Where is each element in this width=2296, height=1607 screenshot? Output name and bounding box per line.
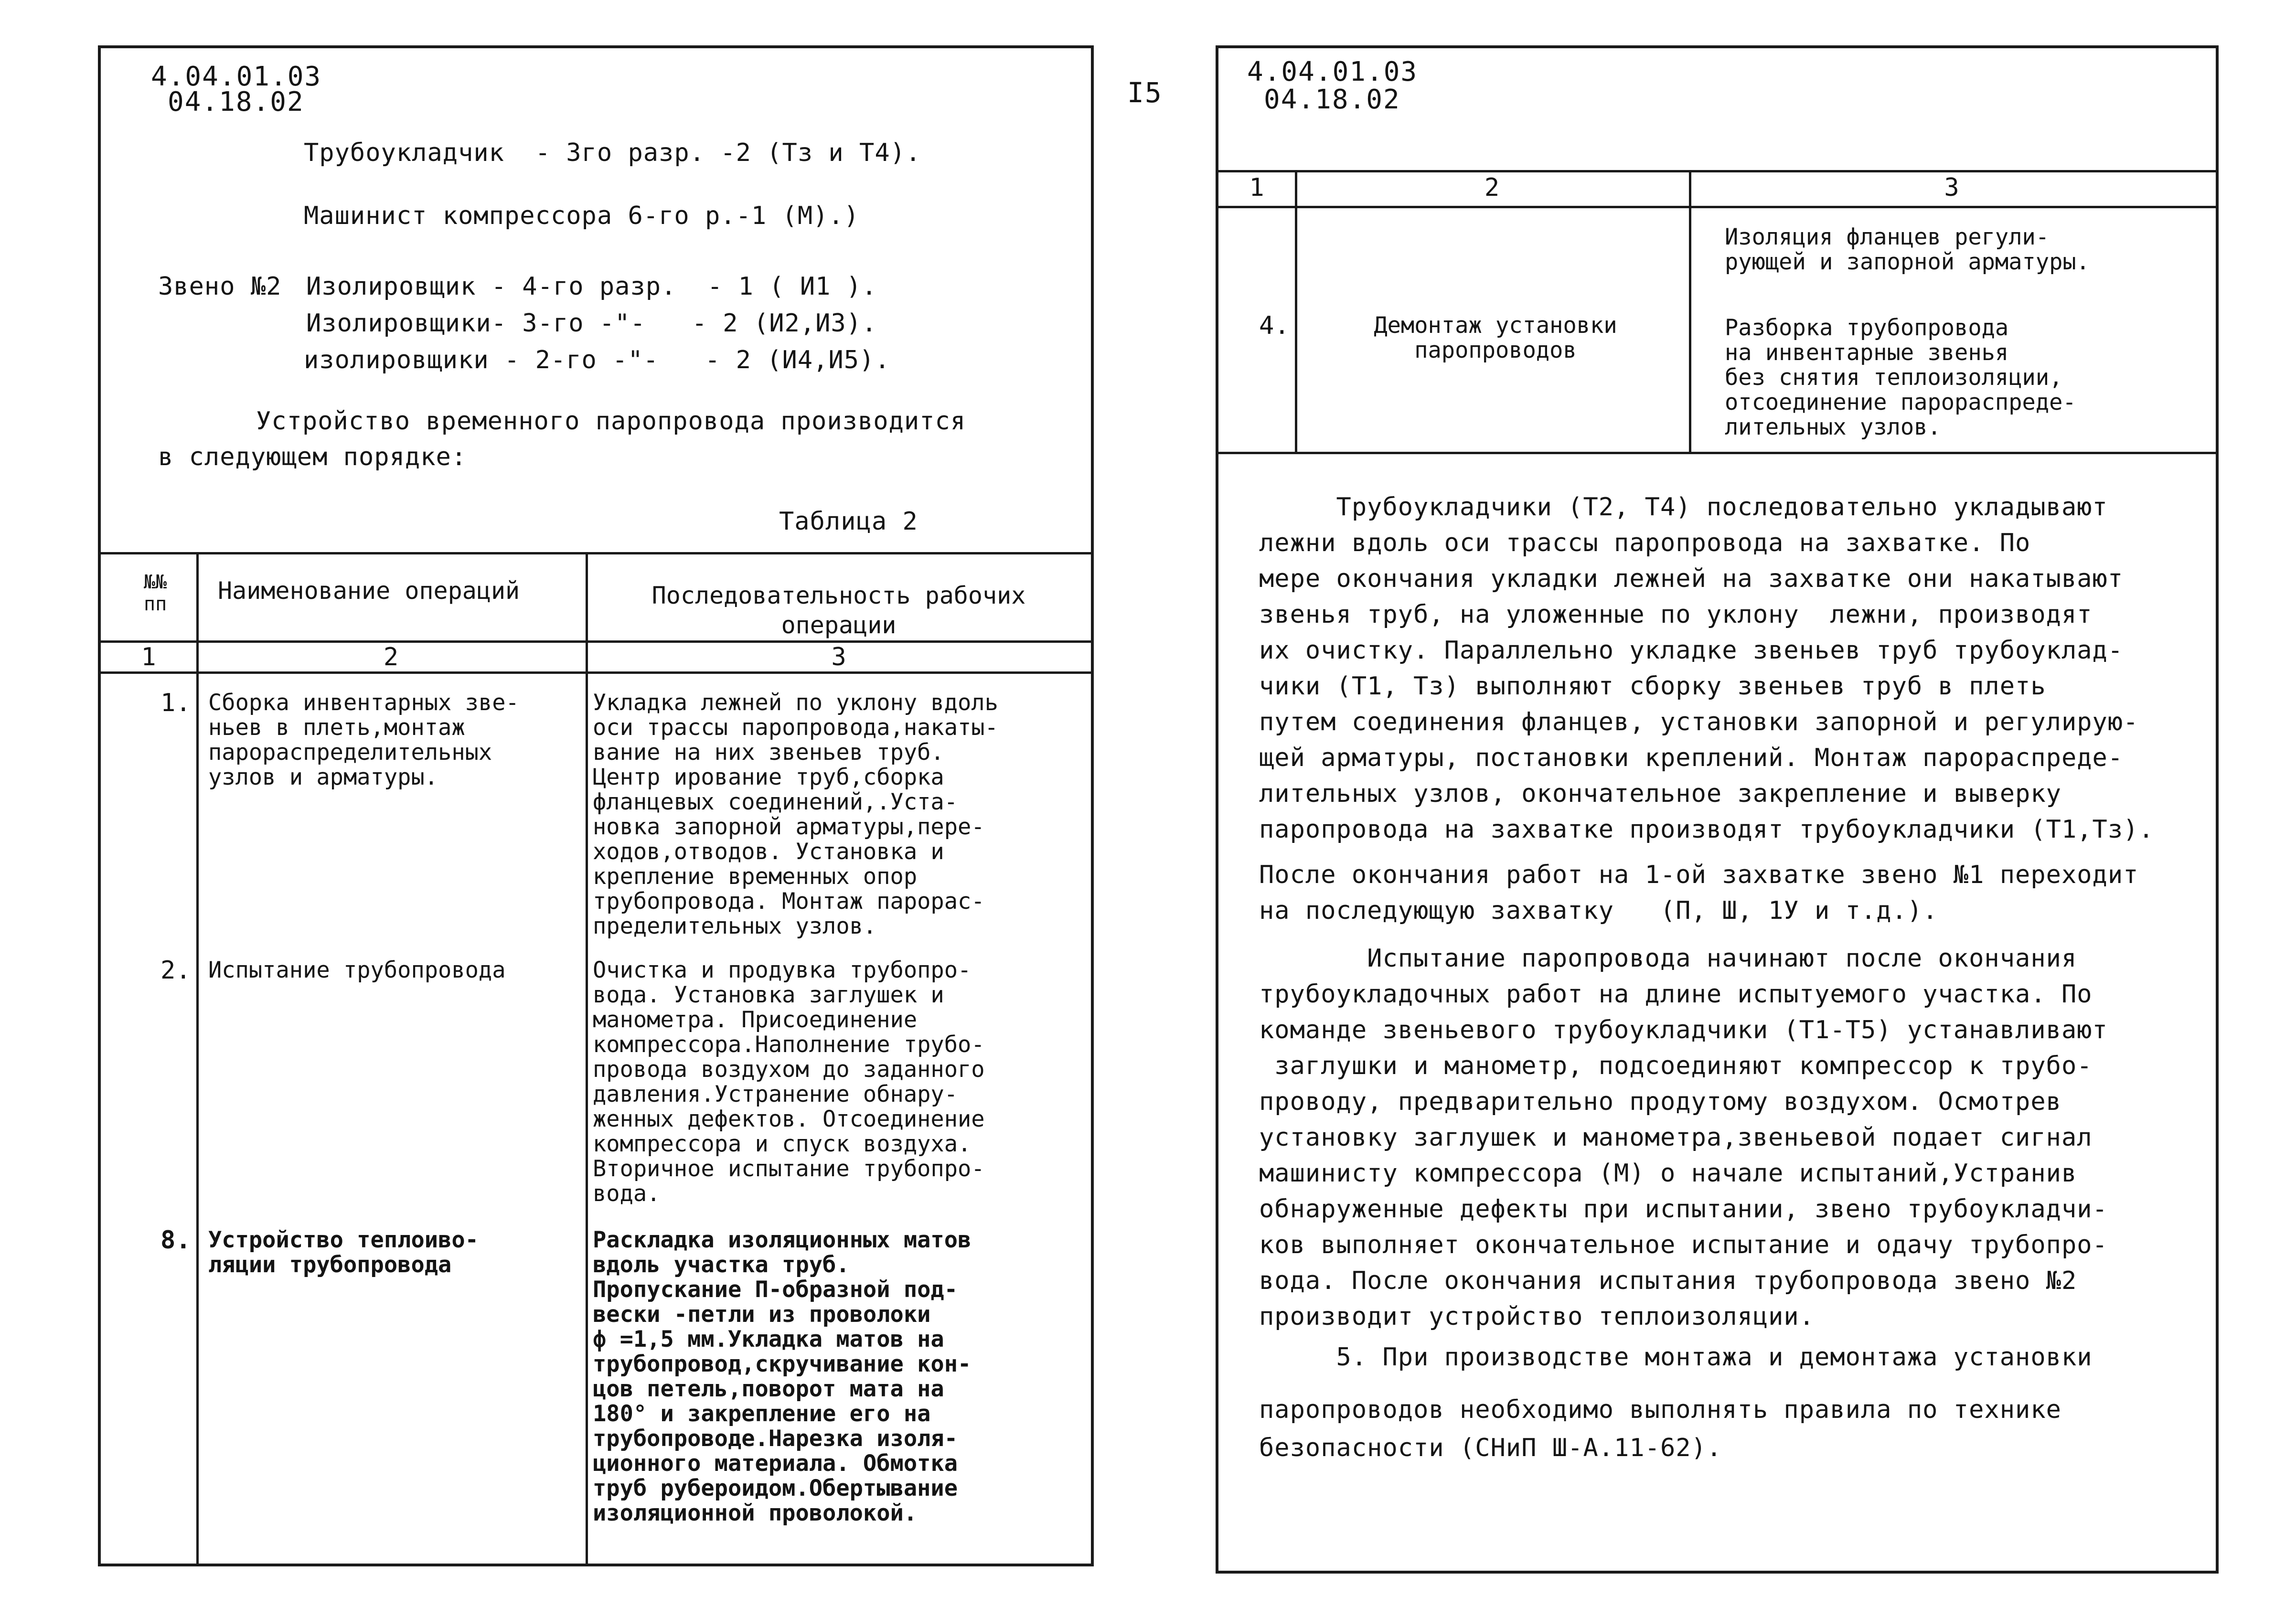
table-number-row-divider bbox=[101, 671, 1092, 674]
text-line-02: лежни вдоль оси трассы паропровода на захватке. По bbox=[1259, 529, 2031, 557]
text-line-14: трубоукладочных работ на длине испытуемого участка. По bbox=[1259, 980, 2093, 1009]
text-line-25: паропроводов необходимо выполнять правила по технике bbox=[1259, 1395, 2061, 1424]
text-line-24: 5. При производстве монтажа и демонтажа установки bbox=[1259, 1343, 2093, 1372]
text-line-18: установку заглушек и манометра,звеньевой подает сигнал bbox=[1259, 1123, 2093, 1152]
table-colnum-1: 1 bbox=[141, 643, 156, 671]
text-line-16: заглушки и манометр, подсоединяют компрессор к трубо- bbox=[1259, 1052, 2093, 1080]
table-header-num: №№ пп bbox=[144, 571, 167, 615]
text-line-19: машинисту компрессора (М) о начале испытаний,Устранив bbox=[1259, 1159, 2077, 1188]
table-col-divider-2 bbox=[586, 552, 588, 1564]
table-row-1-num: 1. bbox=[160, 689, 192, 717]
text-line-06: чики (Т1, Тз) выполняют сборку звеньев труб в плеть bbox=[1259, 672, 2046, 701]
table-colnum-1: 1 bbox=[1249, 173, 1264, 202]
text-line-17: проводу, предварительно продутому воздухом. Осмотрев bbox=[1259, 1087, 2061, 1116]
text-line-26: безопасности (СНиП Ш-А.11-62). bbox=[1259, 1434, 1722, 1462]
table-header-sequence: Последовательность рабочих операции bbox=[651, 582, 1026, 639]
text-line-12: на последующую захватку (П, Ш, 1У и т.д.). bbox=[1259, 896, 1938, 925]
text-line-22: вода. После окончания испытания трубопровода звено №2 bbox=[1259, 1266, 2077, 1295]
text-line-05: их очистку. Параллельно укладке звеньев труб трубоуклад- bbox=[1259, 636, 2124, 665]
text-line-15: команде звеньевого трубоукладчики (Т1-Т5) устанавливают bbox=[1259, 1016, 2108, 1044]
document-code-line2: 04.18.02 bbox=[1264, 84, 1400, 115]
text-line-07: путем соединения фланцев, установки запорной и регулирую- bbox=[1259, 708, 2139, 736]
insulator-line-1: Изолировщик - 4-го разр. - 1 ( И1 ). bbox=[306, 272, 877, 301]
page-number: I5 bbox=[1127, 76, 1163, 109]
table-header-operation: Наименование операций bbox=[218, 577, 520, 605]
table-row-4-sequence-b: Разборка трубопровода на инвентарные звенья без снятия теплоизоляции, отсоединение парораспреде- лительных узлов. bbox=[1725, 315, 2076, 440]
table-colnum-3: 3 bbox=[831, 643, 846, 671]
table-col-divider-2 bbox=[1689, 170, 1691, 454]
table-row-4-sequence-a: Изоляция фланцев регули- рующей и запорной арматуры. bbox=[1725, 224, 2090, 275]
crew-line-compressor: Машинист компрессора 6-го р.-1 (М).) bbox=[304, 202, 860, 230]
text-line-11: После окончания работ на 1-ой захватке звено №1 переходит bbox=[1259, 861, 2139, 889]
table-row-3-sequence: Раскладка изоляционных матов вдоль участка труб. Пропускание П-образной под- вески -петли из проволоки ф =1,5 мм.Укладка матов на трубопровод,скручивание кон- цов петель,поворот мата на 180° и закрепление его на трубопроводе.Нарезка изоля- ционного материала. Обмотка труб рубероидом.Обертывание изоляционной проволокой. bbox=[593, 1227, 972, 1526]
table-col-divider-1 bbox=[196, 552, 199, 1564]
insulator-line-3: изолировщики - 2-го -"- - 2 (И4,И5). bbox=[304, 346, 890, 374]
intro-line-1: Устройство временного паропровода производится bbox=[256, 407, 966, 436]
table-row-3-num: 8. bbox=[160, 1226, 192, 1255]
table-row-3-operation: Устройство теплоиво- ляции трубопровода bbox=[208, 1227, 479, 1278]
table-row-2-operation: Испытание трубопровода bbox=[208, 957, 506, 983]
table-top-border bbox=[101, 552, 1092, 554]
table-row-2-sequence: Очистка и продувка трубопро- вода. Установка заглушек и манометра. Присоединение компрессора.Наполнение трубо- провода воздухом до заданного давления.Устранение обнару- женных дефектов. Отсоединение компрессора и спуск воздуха. Вторичное испытание трубопро- вода. bbox=[593, 957, 985, 1207]
document-code-line2: 04.18.02 bbox=[168, 86, 304, 117]
text-line-10: паропровода на захватке производят трубоукладчики (Т1,Тз). bbox=[1259, 815, 2154, 844]
table-col-divider-1 bbox=[1295, 170, 1297, 454]
text-line-09: лительных узлов, окончательное закрепление и выверку bbox=[1259, 779, 2061, 808]
right-page bbox=[1216, 45, 2219, 1574]
table-caption: Таблица 2 bbox=[779, 507, 918, 536]
left-page bbox=[98, 45, 1094, 1566]
crew-line-pipelayer: Трубоукладчик - 3го разр. -2 (Тз и Т4). bbox=[304, 138, 921, 167]
table-row-1-sequence: Укладка лежней по уклону вдоль оси трассы паропровода,накаты- вание на них звеньев труб. Центр ирование труб,сборка фланцевых соединений,.Уста- новка запорной арматуры,пере- ходов,отводов. Установка и крепление временных опор трубопровода. Монтаж парорас- пределительных узлов. bbox=[593, 690, 998, 939]
table-header-divider bbox=[101, 640, 1092, 643]
table-row-1-operation: Сборка инвентарных зве- ньев в плеть,монтаж парораспределительных узлов и арматуры. bbox=[208, 690, 519, 790]
intro-line-2: в следующем порядке: bbox=[158, 443, 467, 471]
table-row-4-num: 4. bbox=[1259, 311, 1290, 340]
text-line-21: ков выполняет окончательное испытание и одачу трубопро- bbox=[1259, 1231, 2108, 1259]
text-line-01: Трубоукладчики (Т2, Т4) последовательно укладывают bbox=[1259, 493, 2108, 521]
link-label: Звено №2 bbox=[158, 272, 282, 301]
document-code-line1: 4.04.01.03 bbox=[1247, 56, 1418, 87]
insulator-line-2: Изолировщики- 3-го -"- - 2 (И2,И3). bbox=[306, 309, 877, 338]
text-line-23: производит устройство теплоизоляции. bbox=[1259, 1302, 1815, 1331]
table-colnum-3: 3 bbox=[1944, 173, 1959, 202]
table-bottom-border bbox=[1218, 452, 2217, 454]
document-code-line1: 4.04.01.03 bbox=[151, 61, 322, 92]
text-line-20: обнаруженные дефекты при испытании, звено трубоукладчи- bbox=[1259, 1195, 2108, 1224]
table-row-4-operation: Демонтаж установки паропроводов bbox=[1374, 312, 1617, 363]
table-row-2-num: 2. bbox=[160, 956, 192, 985]
table-number-row-divider bbox=[1218, 206, 2217, 208]
text-line-13: Испытание паропровода начинают после окончания bbox=[1259, 944, 2077, 973]
table-colnum-2: 2 bbox=[1484, 173, 1500, 202]
text-line-03: мере окончания укладки лежней на захватке они накатывают bbox=[1259, 564, 2124, 593]
text-line-04: звенья труб, на уложенные по уклону лежни, производят bbox=[1259, 600, 2093, 629]
table-colnum-2: 2 bbox=[383, 643, 399, 671]
text-line-08: щей арматуры, постановки креплений. Монтаж парораспреде- bbox=[1259, 744, 2124, 772]
table-top-border bbox=[1218, 170, 2217, 172]
